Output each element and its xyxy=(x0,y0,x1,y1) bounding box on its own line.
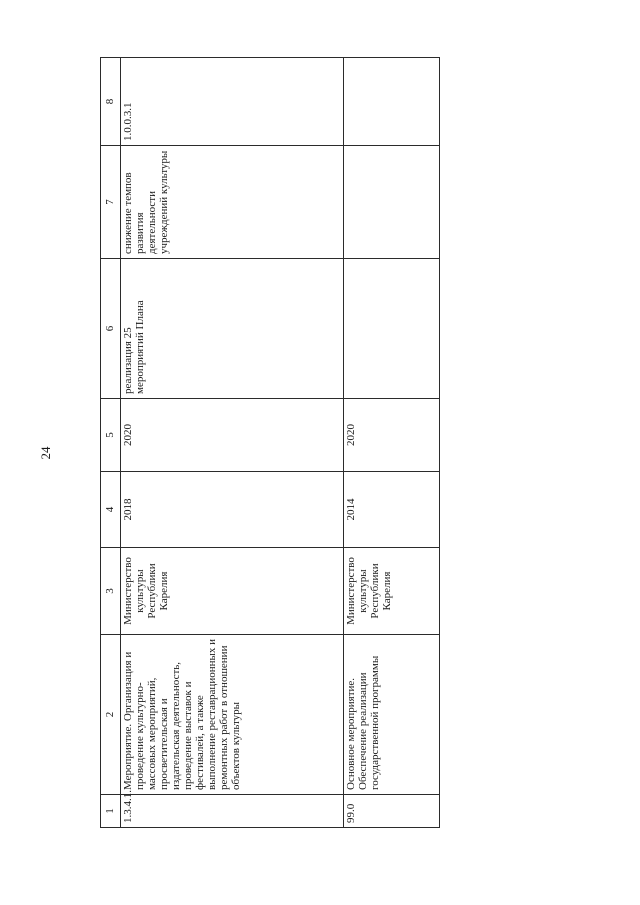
end-year: 2020 xyxy=(344,399,440,472)
consequence: снижение темпов развития деятельности учреждений культуры xyxy=(120,146,344,259)
table-row xyxy=(344,58,440,828)
header-cell: 1 xyxy=(101,795,121,828)
start-year: 2014 xyxy=(344,472,440,548)
indicator-link xyxy=(344,58,440,146)
executor: Министерство культуры Республики Карелия xyxy=(120,548,344,635)
table-row xyxy=(120,58,344,828)
start-year: 2018 xyxy=(120,472,344,548)
measure-name: Мероприятие. Организация и проведение культурно-массовых мероприятий, просветительская и издательская деятельность, проведение выставок и фестивалей, а также выполнение реставрационных и ремонтных работ в отношении объектов культуры xyxy=(120,635,344,795)
indicator-link: 1.0.0.3.1 xyxy=(120,58,344,146)
row-number: 99.0 xyxy=(344,795,440,828)
header-cell: 2 xyxy=(101,635,121,795)
header-cell: 5 xyxy=(101,399,121,472)
measures-table xyxy=(100,57,440,828)
header-cell: 3 xyxy=(101,548,121,635)
executor: Министерство культуры Республики Карелия xyxy=(344,548,440,635)
row-number: 1.3.4.1. xyxy=(120,795,344,828)
header-row xyxy=(101,58,121,828)
header-cell: 6 xyxy=(101,259,121,399)
measure-name: Основное мероприятие. Обеспечение реализации государственной программы xyxy=(344,635,440,795)
header-cell: 8 xyxy=(101,58,121,146)
document-table-area xyxy=(100,58,440,828)
rotated-table-wrapper xyxy=(100,58,440,828)
header-cell: 7 xyxy=(101,146,121,259)
expected-result: реализация 25 мероприятий Плана xyxy=(120,259,344,399)
header-cell: 4 xyxy=(101,472,121,548)
expected-result xyxy=(344,259,440,399)
end-year: 2020 xyxy=(120,399,344,472)
page-number: 24 xyxy=(38,446,53,460)
consequence xyxy=(344,146,440,259)
